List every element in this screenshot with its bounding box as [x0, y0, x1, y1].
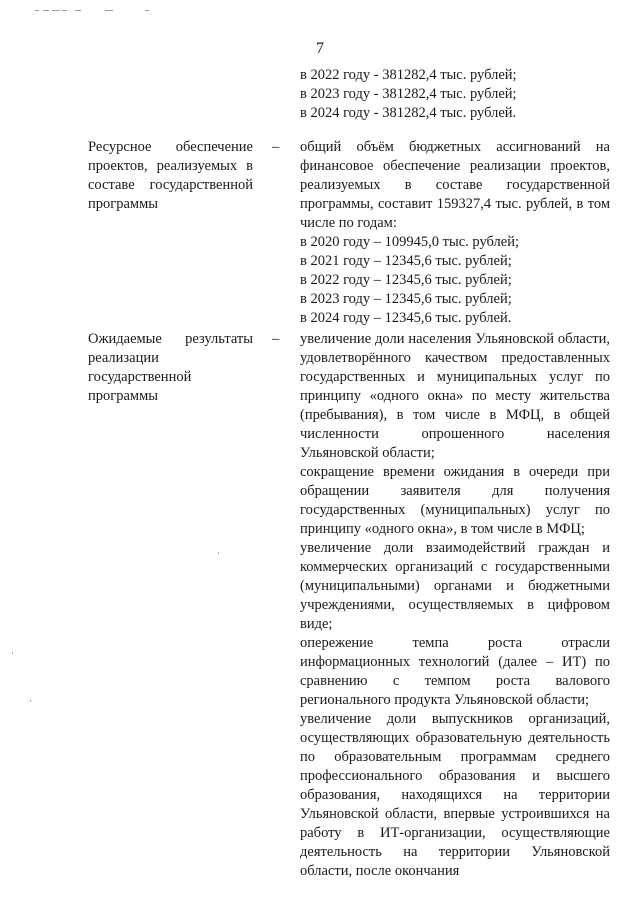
result-paragraph: увеличение доли населения Ульяновской области, удовлетворённого качеством предоставленных государственных и муниципальных услуг по принципу «одного окна» по месту жительства (пребывания), в том числе в МФЦ, в общей численности опрошенного населения Ульяновской области; [300, 331, 610, 461]
expected-results-content [300, 330, 610, 881]
result-paragraph: увеличение доли выпускников организаций, осуществляющих образовательную деятельность по образовательным программам среднего профессионального образования и высшего образования, находящихся на территории Ульяновской области, впервые устроившихся на работу в ИТ-организации, осуществляющие деятельность на территории Ульяновской области, после окончания [300, 711, 610, 879]
resource-support-content [300, 138, 610, 328]
row-dash: – [272, 331, 280, 347]
scan-speck [30, 700, 31, 702]
resource-support-intro: общий объём бюджетных ассигнований на финансовое обеспечение реализации проектов, реализуемых в составе государственной программы, составит 159327,4 тыс. рублей, в том числе по годам: [300, 139, 610, 231]
resource-support-label: Ресурсное обеспечение проектов, реализуемых в составе государственной программы [88, 139, 253, 212]
year-line: в 2024 году – 12345,6 тыс. рублей. [300, 310, 512, 326]
row1-content [300, 66, 610, 123]
page-number: 7 [316, 40, 324, 57]
row-dash: – [272, 139, 280, 155]
scan-marks [35, 8, 165, 14]
year-line: в 2022 году – 12345,6 тыс. рублей; [300, 272, 512, 288]
year-line: в 2020 году – 109945,0 тыс. рублей; [300, 234, 520, 250]
year-line: в 2023 году - 381282,4 тыс. рублей; [300, 86, 517, 102]
year-line: в 2022 году - 381282,4 тыс. рублей; [300, 67, 517, 83]
scan-speck [12, 652, 13, 654]
year-line: в 2024 году - 381282,4 тыс. рублей. [300, 105, 517, 121]
expected-results-label: Ожидаемые результаты реализации государственной программы [88, 331, 253, 404]
result-paragraph: опережение темпа роста отрасли информационных технологий (далее – ИТ) по сравнению с темпом роста валового регионального продукта Ульяновской области; [300, 635, 610, 708]
year-line: в 2021 году – 12345,6 тыс. рублей; [300, 253, 512, 269]
result-paragraph: увеличение доли взаимодействий граждан и коммерческих организаций с государственными (муниципальными) органами и бюджетными учреждениями, осуществляемых в цифровом виде; [300, 540, 610, 632]
year-line: в 2023 году – 12345,6 тыс. рублей; [300, 291, 512, 307]
result-paragraph: сокращение времени ожидания в очереди при обращении заявителя для получения государственных (муниципальных) услуг по принципу «одного окна», в том числе в МФЦ; [300, 464, 610, 537]
scan-speck [218, 552, 219, 554]
